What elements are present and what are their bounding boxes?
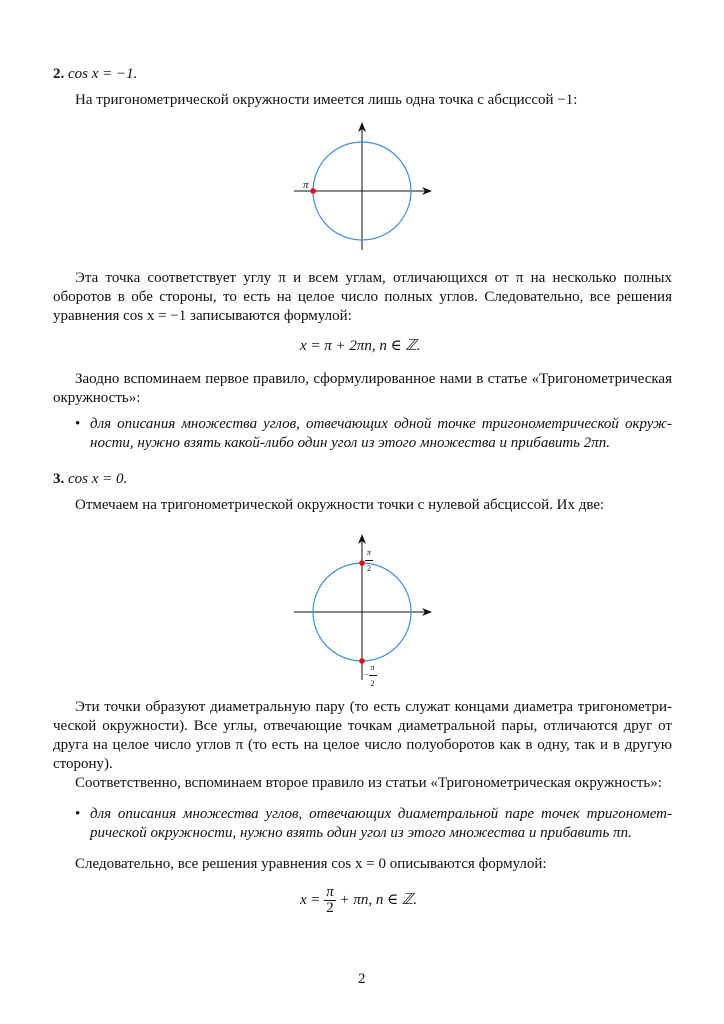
formula: x = $\frac{\pi}{2}$ + πn, n ∈ ℤ. [300,884,417,917]
paragraph-line: сторону). [53,756,113,772]
paragraph-line: Соответственно, вспоминаем второе правило из статьи «Тригонометрическая окружность»: [75,775,662,791]
circle-diagram-1 [294,123,431,250]
paragraph-line: Следовательно, все решения уравнения cos x = 0 описываются формулой: [75,856,547,872]
section-heading-2: 2. cos x = −1. [53,66,138,82]
paragraph-line: друга на целое число углов π (то есть на целое число полуоборотов как в одну, так и в другую [53,737,672,753]
page-number: 2 [358,971,366,987]
paragraph-line: ческой окружности). Все углы, отвечающие точкам диаметральной пары, отличаются друг от [53,718,672,734]
rule-line: для описания множества углов, отвечающих одной точке тригонометрической окруж- [90,416,672,432]
paragraph-line: Эти точки образуют диаметральную пару (то есть служат концами диаметра тригонометри- [75,699,672,715]
rule-line: ности, нужно взять какой-либо один угол из этого множества и прибавить 2πn. [90,435,611,451]
formula: x = π + 2πn, n ∈ ℤ. [300,338,421,354]
point-pi-half [359,560,365,566]
intro-text: Отмечаем на тригонометрической окружности точки с нулевой абсциссой. Их две: [75,497,605,513]
paragraph-line: уравнения cos x = −1 записываются формулой: [53,308,352,324]
intro-text: На тригонометрической окружности имеется лишь одна точка с абсциссой −1: [75,92,578,108]
label-pi-half: $\frac{\pi}{2}$ [365,545,373,576]
paragraph-line: окружность»: [53,390,141,406]
paragraph-line: оборотов в обе стороны, то есть на целое число полных углов. Следовательно, все решения [53,289,672,305]
paragraph-line: Эта точка соответствует углу π и всем углам, отличающихся от π на несколько полных [75,270,672,286]
bullet: • [75,416,81,432]
point-pi [310,188,316,194]
rule-line: рической окружности, нужно взять один угол из этого множества и прибавить πn. [90,825,632,841]
circle-diagram-2 [294,535,431,680]
paragraph-line: Заодно вспоминаем первое правило, сформулированное нами в статье «Тригонометрическая [75,371,672,387]
rule-line: для описания множества углов, отвечающих диаметральной паре точек тригономет- [90,806,672,822]
bullet: • [75,806,81,822]
section-heading-3: 3. cos x = 0. [53,471,128,487]
label-minus-pi-half: − $\frac{\pi}{2}$ [364,660,377,691]
label-pi: π [303,179,309,191]
